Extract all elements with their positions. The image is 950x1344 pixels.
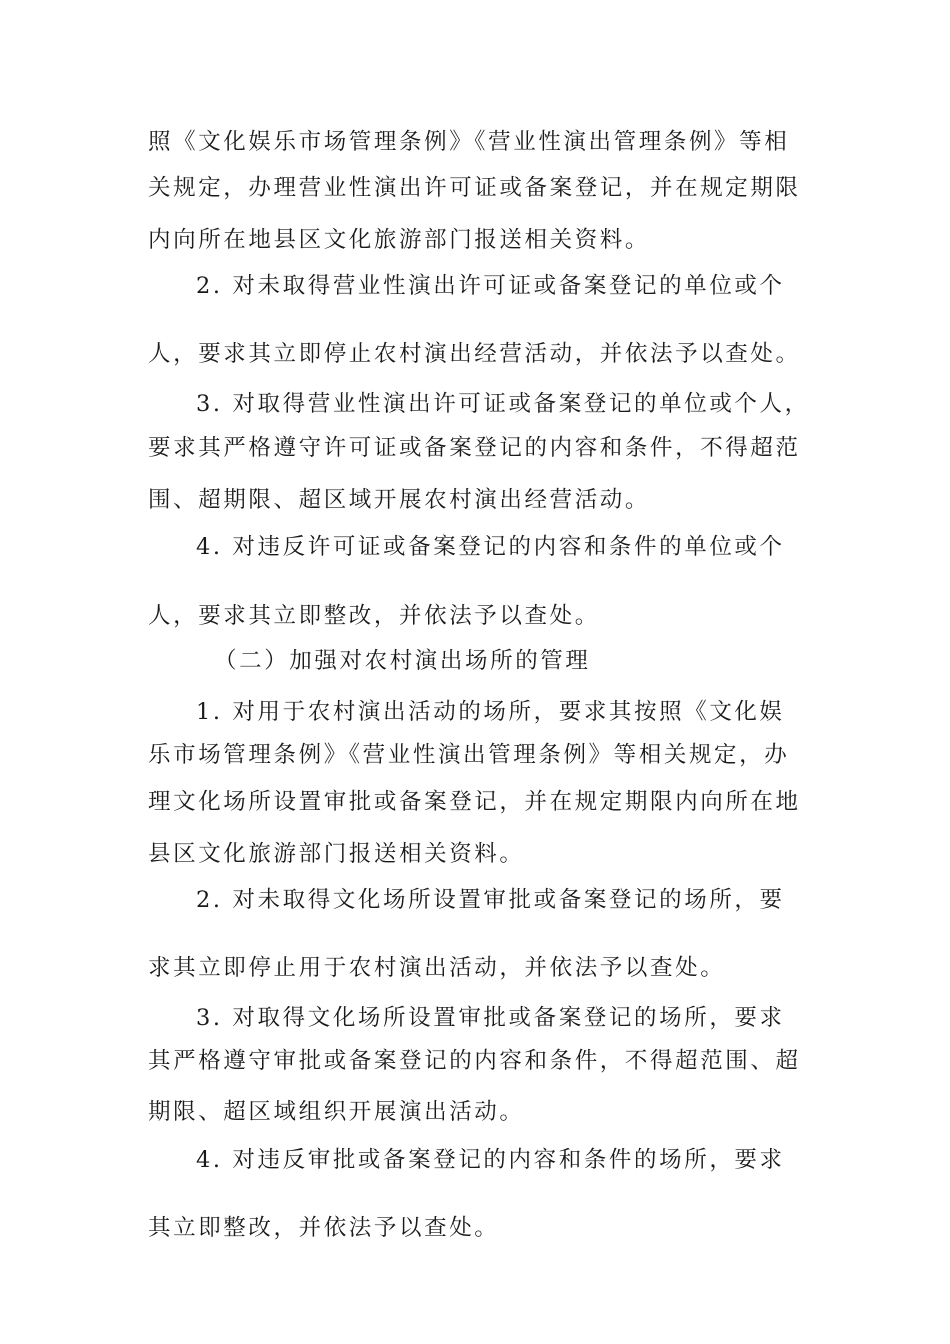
paragraph-line: 人，要求其立即整改，并依法予以查处。: [148, 603, 600, 629]
paragraph-line: 求其立即停止用于农村演出活动，并依法予以查处。: [148, 955, 726, 981]
paragraph-line: 理文化场所设置审批或备案登记，并在规定期限内向所在地: [148, 789, 801, 815]
paragraph-line: 围、超期限、超区域开展农村演出经营活动。: [148, 487, 651, 513]
paragraph-line: 其严格遵守审批或备案登记的内容和条件，不得超范围、超: [148, 1048, 801, 1074]
paragraph-line: 县区文化旅游部门报送相关资料。: [148, 841, 525, 867]
list-item-line: 4. 对违反许可证或备案登记的内容和条件的单位或个: [196, 534, 785, 560]
section-heading: （二）加强对农村演出场所的管理: [214, 648, 591, 674]
paragraph-line: 期限、超区域组织开展演出活动。: [148, 1099, 525, 1125]
list-item-line: 2. 对未取得文化场所设置审批或备案登记的场所，要: [196, 887, 785, 913]
list-item-line: 3. 对取得文化场所设置审批或备案登记的场所，要求: [196, 1005, 785, 1031]
paragraph-line: 内向所在地县区文化旅游部门报送相关资料。: [148, 227, 651, 253]
paragraph-line: 照《文化娱乐市场管理条例》《营业性演出管理条例》等相: [148, 129, 790, 155]
list-item-line: 4. 对违反审批或备案登记的内容和条件的场所，要求: [196, 1147, 785, 1173]
paragraph-line: 关规定，办理营业性演出许可证或备案登记，并在规定期限: [148, 175, 801, 201]
paragraph-line: 其立即整改，并依法予以查处。: [148, 1215, 500, 1241]
list-item-line: 1. 对用于农村演出活动的场所，要求其按照《文化娱: [196, 699, 785, 725]
paragraph-line: 要求其严格遵守许可证或备案登记的内容和条件，不得超范: [148, 435, 801, 461]
list-item-line: 2. 对未取得营业性演出许可证或备案登记的单位或个: [196, 273, 785, 299]
list-item-line: 3. 对取得营业性演出许可证或备案登记的单位或个人，: [196, 391, 810, 417]
paragraph-line: 乐市场管理条例》《营业性演出管理条例》等相关规定，办: [148, 742, 790, 768]
paragraph-line: 人，要求其立即停止农村演出经营活动，并依法予以查处。: [148, 341, 801, 367]
